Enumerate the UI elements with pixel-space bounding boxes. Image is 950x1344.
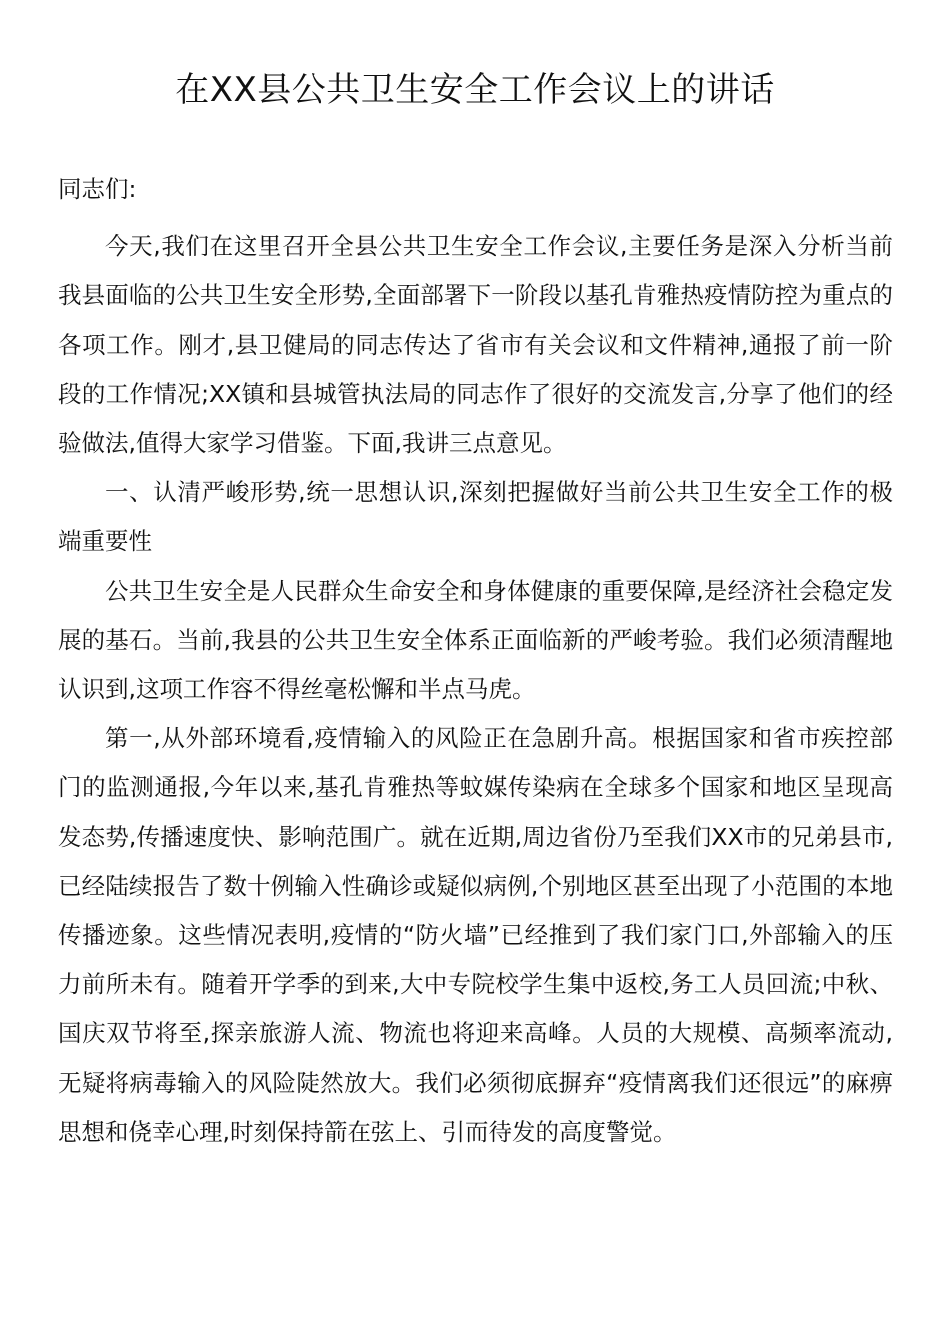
salutation: 同志们: xyxy=(58,175,137,203)
paragraph-public-health: 公共卫生安全是人民群众生命安全和身体健康的重要保障,是经济社会稳定发展的基石。当前,我县的公共卫生安全体系正面临新的严峻考验。我们必须清醒地认识到,这项工作容不得丝毫松懈和半点马虎。 xyxy=(58,576,893,704)
paragraph-opening: 今天,我们在这里召开全县公共卫生安全工作会议,主要任务是深入分析当前我县面临的公共卫生安全形势,全面部署下一阶段以基孔肯雅热疫情防控为重点的各项工作。刚才,县卫健局的同志传达了省市有关会议和文件精神,通报了前一阶段的工作情况;XX镇和县城管执法局的同志作了很好的交流发言,分享了他们的经验做法,值得大家学习借鉴。下面,我讲三点意见。 xyxy=(58,232,893,458)
section-heading-1: 一、认清严峻形势,统一思想认识,深刻把握做好当前公共卫生安全工作的极端重要性 xyxy=(58,478,893,556)
document-body xyxy=(58,165,893,1157)
paragraph-external-risk: 第一,从外部环境看,疫情输入的风险正在急剧升高。根据国家和省市疾控部门的监测通报,今年以来,基孔肯雅热等蚊媒传染病在全球多个国家和地区呈现高发态势,传播速度快、影响范围广。就在近期,周边省份乃至我们XX市的兄弟县市,已经陆续报告了数十例输入性确诊或疑似病例,个别地区甚至出现了小范围的本地传播迹象。这些情况表明,疫情的“防火墙”已经推到了我们家门口,外部输入的压力前所未有。随着开学季的到来,大中专院校学生集中返校,务工人员回流;中秋、国庆双节将至,探亲旅游人流、物流也将迎来高峰。人员的大规模、高频率流动,无疑将病毒输入的风险陡然放大。我们必须彻底摒弃“疫情离我们还很远”的麻痹思想和侥幸心理,时刻保持箭在弦上、引而待发的高度警觉。 xyxy=(58,724,893,1146)
document-title: 在XX县公共卫生安全工作会议上的讲话 xyxy=(175,70,775,110)
